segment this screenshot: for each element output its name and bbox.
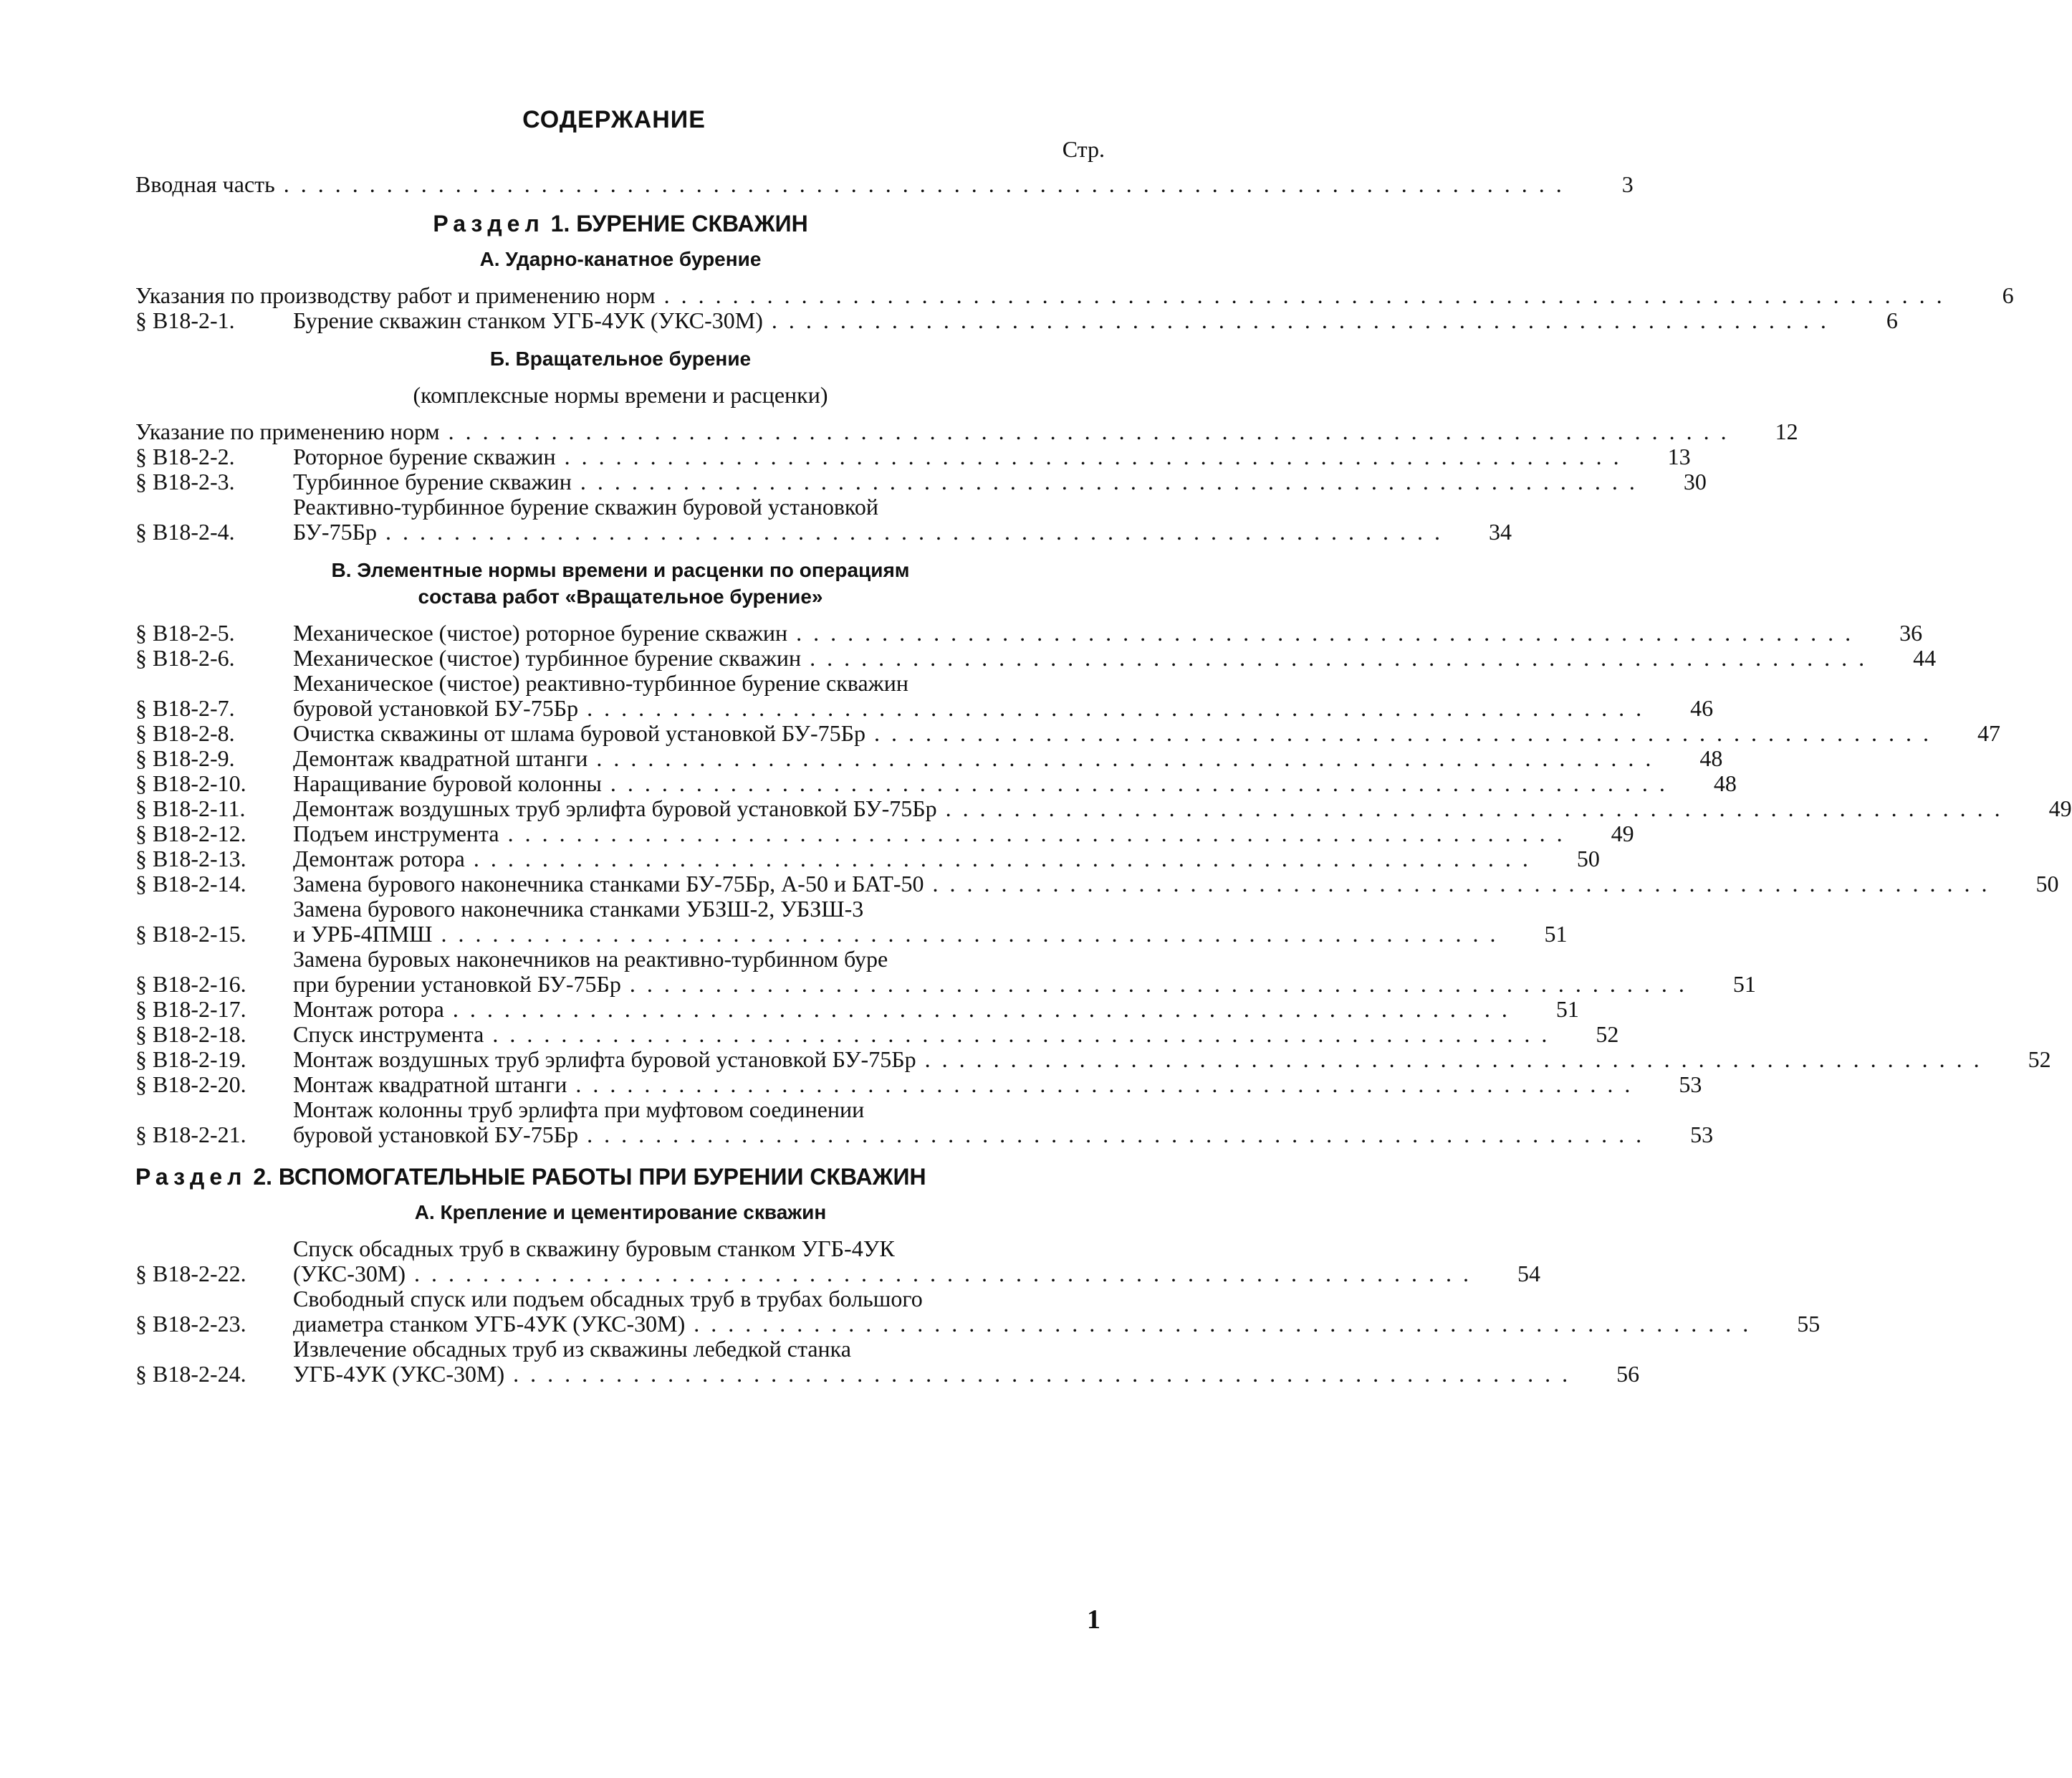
section-heading-1 <box>135 211 1105 236</box>
toc-list-section2-a <box>135 1235 1821 1387</box>
toc-page-number: 51 <box>1732 971 1756 997</box>
toc-item <box>135 494 1512 545</box>
toc-page-number: 36 <box>1899 620 1923 646</box>
toc-item <box>135 1096 1714 1147</box>
toc-item-code: § B18-2-13. <box>135 846 246 871</box>
subsection-heading-a: А. Ударно-канатное бурение <box>479 248 762 270</box>
toc-item-code: § B18-2-14. <box>135 871 246 897</box>
toc-item <box>135 620 1923 646</box>
toc-page-number: 30 <box>1683 469 1707 494</box>
toc-item-code: § B18-2-6. <box>135 645 235 671</box>
toc-item-code: § B18-2-19. <box>135 1046 246 1072</box>
toc-item-desc-line2: буровой установкой БУ-75Бр . . . <box>293 696 1644 721</box>
toc-item <box>135 645 1937 671</box>
toc-item-desc-line2: УГБ-4УК (УКС-30М) . . . <box>293 1362 1570 1387</box>
toc-item-desc: Наращивание буровой колонны . . . <box>293 771 1668 796</box>
toc-item-code: § B18-2-20. <box>135 1071 246 1097</box>
toc-entry-label: Вводная часть . . . <box>135 172 1565 197</box>
toc-list-subsection-v <box>135 620 2072 1147</box>
toc-page-number: 48 <box>1713 770 1737 796</box>
toc-item-desc-line1: Замена бурового наконечника станками УБЗШ-2, УБЗШ-3 <box>293 896 864 922</box>
toc-item-desc-line1: Замена буровых наконечников на реактивно-турбинном буре <box>293 946 888 972</box>
toc-item-desc: Монтаж квадратной штанги . . . <box>293 1072 1633 1097</box>
toc-page-number: 52 <box>1596 1021 1619 1047</box>
toc-page-number: 6 <box>2002 282 2014 308</box>
toc-item <box>135 307 1898 333</box>
toc-item <box>135 670 1714 721</box>
toc-item-desc: Демонтаж ротора . . . <box>293 846 1531 871</box>
toc-item-code: § B18-2-21. <box>135 1122 246 1147</box>
toc-item-code: § B18-2-2. <box>135 444 235 469</box>
subsection-heading-v-line2: состава работ «Вращательное бурение» <box>418 586 823 608</box>
toc-page-number: 13 <box>1667 444 1691 469</box>
toc-page-number: 50 <box>2035 871 2059 897</box>
subsection-heading-v-line1: В. Элементные нормы времени и расценки по операциям <box>331 559 910 581</box>
toc-item-code: § B18-2-24. <box>135 1361 246 1387</box>
toc-item-code: § B18-2-23. <box>135 1311 246 1337</box>
toc-item-code: § B18-2-3. <box>135 469 235 494</box>
toc-item <box>135 720 2000 746</box>
toc-item <box>135 896 1568 947</box>
toc-item-desc-line1: Извлечение обсадных труб из скважины лебедкой станка <box>293 1336 851 1362</box>
subsection-heading-2a: А. Крепление и цементирование скважин <box>414 1201 827 1223</box>
page-column-label: Стр. <box>1062 136 1105 162</box>
subsection-note: (комплексные нормы времени и расценки) <box>413 382 828 408</box>
toc-item-code: § B18-2-16. <box>135 971 246 997</box>
toc-item-code: § B18-2-10. <box>135 770 246 796</box>
toc-item-code: § B18-2-7. <box>135 695 235 721</box>
toc-page-number: 49 <box>2048 795 2072 821</box>
toc-item-desc: Монтаж воздушных труб эрлифта буровой установкой БУ-75Бр . . . <box>293 1047 1982 1072</box>
toc-item-desc: Замена бурового наконечника станками БУ-75Бр, А-50 и БАТ-50 . . . <box>293 871 1990 897</box>
toc-item-code: § B18-2-9. <box>135 745 235 771</box>
toc-item-desc: Спуск инструмента . . . <box>293 1022 1550 1047</box>
toc-item-code: § B18-2-12. <box>135 821 246 846</box>
toc-item <box>135 795 2072 821</box>
toc-item-desc: Подъем инструмента . . . <box>293 821 1565 846</box>
table-of-contents <box>135 171 2072 1387</box>
toc-item-code: § B18-2-5. <box>135 620 235 646</box>
toc-item-desc: Демонтаж воздушных труб эрлифта буровой установкой БУ-75Бр . . . <box>293 796 2003 821</box>
toc-item <box>135 469 1707 494</box>
toc-item <box>135 1235 1540 1286</box>
toc-item-desc-line2: БУ-75Бр . . . <box>293 520 1443 545</box>
toc-page-number: 56 <box>1616 1361 1640 1387</box>
toc-item-desc: Демонтаж квадратной штанги . . . <box>293 746 1654 771</box>
toc-item <box>135 1021 1619 1047</box>
toc-page-number: 51 <box>1555 996 1579 1022</box>
section-title: 2. ВСПОМОГАТЕЛЬНЫЕ РАБОТЫ ПРИ БУРЕНИИ СКВАЖИН <box>253 1164 926 1190</box>
toc-row-intro <box>135 171 1634 197</box>
toc-item <box>135 846 1600 871</box>
toc-item-desc: Бурение скважин станком УГБ-4УК (УКС-30М) . . . <box>293 308 1829 333</box>
toc-item-desc-line2: при бурении установкой БУ-75Бр . . . <box>293 972 1687 997</box>
toc-item-code: § B18-2-22. <box>135 1261 246 1286</box>
toc-item-code: § B18-2-8. <box>135 720 235 746</box>
toc-entry-label: Указания по производству работ и применению норм . . . <box>135 283 1945 308</box>
toc-item-desc: Монтаж ротора . . . <box>293 997 1510 1022</box>
toc-item-desc-line2: буровой установкой БУ-75Бр . . . <box>293 1122 1644 1147</box>
toc-item <box>135 946 1756 997</box>
toc-item <box>135 1046 2051 1072</box>
section-title: 1. БУРЕНИЕ СКВАЖИН <box>550 211 808 236</box>
toc-item-desc-line1: Механическое (чистое) реактивно-турбинное бурение скважин <box>293 670 908 696</box>
toc-item <box>135 1286 1821 1337</box>
section-heading-2 <box>135 1165 1105 1190</box>
page-title: СОДЕРЖАНИЕ <box>522 106 706 133</box>
toc-page-number: 52 <box>2028 1046 2051 1072</box>
toc-item-desc-line2: и УРБ-4ПМШ . . . <box>293 922 1498 947</box>
toc-item-desc: Роторное бурение скважин . . . <box>293 444 1622 469</box>
toc-page-number: 12 <box>1775 419 1798 444</box>
toc-item <box>135 1071 1702 1097</box>
toc-item-desc-line2: (УКС-30М) . . . <box>293 1261 1472 1286</box>
toc-item-desc-line1: Свободный спуск или подъем обсадных труб в трубах большого <box>293 1286 923 1311</box>
toc-item <box>135 745 1723 771</box>
toc-page-number: 46 <box>1690 695 1714 721</box>
toc-item-code: § B18-2-15. <box>135 921 246 947</box>
toc-item-code: § B18-2-11. <box>135 795 246 821</box>
toc-page-number: 50 <box>1576 846 1600 871</box>
toc-item-code: § B18-2-1. <box>135 307 235 333</box>
toc-page-number: 6 <box>1886 307 1898 333</box>
toc-item-desc-line2: диаметра станком УГБ-4УК (УКС-30М) . . . <box>293 1311 1751 1337</box>
toc-item-desc: Турбинное бурение скважин . . . <box>293 469 1638 494</box>
toc-page-number: 53 <box>1679 1071 1702 1097</box>
toc-page-number: 49 <box>1611 821 1634 846</box>
toc-item-code: § B18-2-4. <box>135 519 235 545</box>
toc-page-number: 54 <box>1517 1261 1540 1286</box>
toc-item <box>135 996 1579 1022</box>
toc-row <box>135 419 1798 444</box>
toc-page-number: 34 <box>1488 519 1512 545</box>
toc-entry-label: Указание по применению норм . . . <box>135 419 1730 444</box>
toc-item-desc-line1: Спуск обсадных труб в скважину буровым станком УГБ-4УК <box>293 1235 895 1261</box>
toc-item <box>135 871 2059 897</box>
toc-page-number: 51 <box>1544 921 1568 947</box>
section-word: Раздел <box>135 1164 247 1190</box>
toc-item-code: § B18-2-18. <box>135 1021 246 1047</box>
toc-page-number: 48 <box>1699 745 1723 771</box>
toc-page-number: 55 <box>1797 1311 1821 1337</box>
subsection-heading-b: Б. Вращательное бурение <box>489 348 752 370</box>
toc-item-desc-line1: Реактивно-турбинное бурение скважин буровой установкой <box>293 494 878 520</box>
toc-item-desc: Механическое (чистое) роторное бурение скважин . . . <box>293 621 1853 646</box>
toc-item <box>135 770 1737 796</box>
toc-item-desc: Механическое (чистое) турбинное бурение скважин . . . <box>293 646 1867 671</box>
toc-item-desc-line1: Монтаж колонны труб эрлифта при муфтовом соединении <box>293 1096 865 1122</box>
toc-page-number: 47 <box>1977 720 2000 746</box>
toc-item <box>135 821 1634 846</box>
toc-item <box>135 444 1691 469</box>
toc-page-number: 3 <box>1621 171 1634 197</box>
toc-item <box>135 1336 1640 1387</box>
page-number: 1 <box>1087 1605 1100 1635</box>
toc-item-code: § B18-2-17. <box>135 996 246 1022</box>
toc-page-number: 44 <box>1913 645 1937 671</box>
toc-row <box>135 282 2014 308</box>
section-word: Раздел <box>433 211 545 236</box>
toc-item-desc: Очистка скважины от шлама буровой установкой БУ-75Бр . . . <box>293 721 1932 746</box>
toc-page-number: 53 <box>1690 1122 1714 1147</box>
